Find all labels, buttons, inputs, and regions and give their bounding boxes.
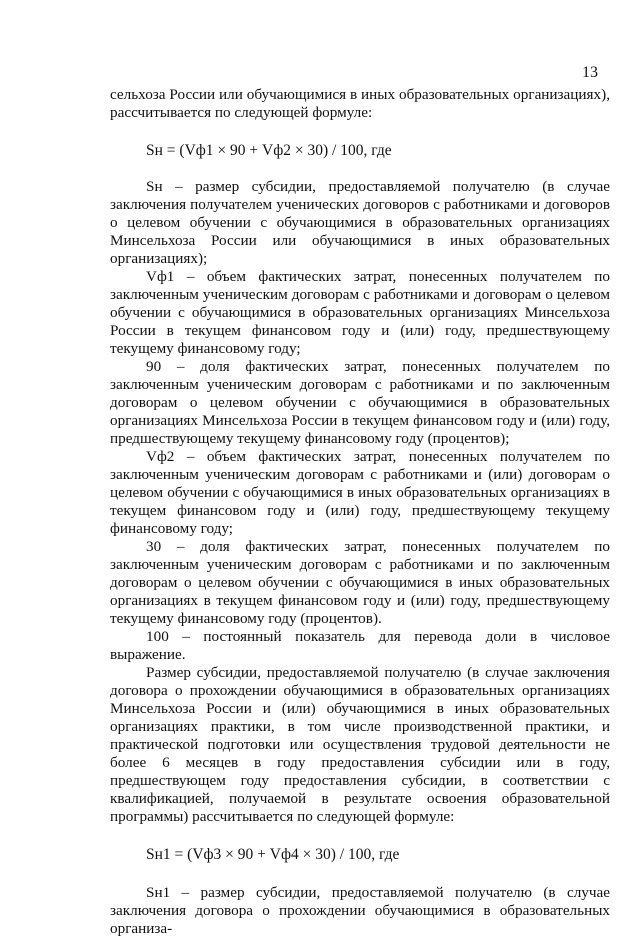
paragraph: Sн – размер субсидии, предоставляемой получателю (в случае заключения получателем ученических договоров с работниками и договоров о целевом обучении с обучающимися в образовательных организациях Минсельхоза России или обучающимися в иных образовательных организациях); [110,178,610,267]
paragraph: 90 – доля фактических затрат, понесенных получателем по заключенным ученическим договорам с работниками и по заключенным договорам о целевом обучении с обучающимися в образовательных организациях Минсельхоза России в текущем финансовом году и (или) году, предшествующему текущему финансовому году (процентов); [110,358,610,447]
paragraph: Vф1 – объем фактических затрат, понесенных получателем по заключенным ученическим договорам с работниками и договорам о целевом обучении с обучающимися в образовательных организациях Минсельхоза России в текущем финансовом году и (или) году, предшествующему текущему финансовому году; [110,268,610,357]
formula: Sн1 = (Vф3 × 90 + Vф4 × 30) / 100, где [146,846,400,863]
paragraph: Vф2 – объем фактических затрат, понесенных получателем по заключенным ученическим договорам с работниками и (или) договорам о целевом обучении с обучающимися в иных образовательных организациях в текущем финансовом году и (или) году, предшествующему текущему финансовому году; [110,448,610,537]
paragraph: Размер субсидии, предоставляемой получателю (в случае заключения договора о прохождении обучающимися в образовательных организациях Минсельхоза России и (или) обучающимися в иных образовательных организациях практики, в том числе производственной практики, и практической подготовки или осуществления трудовой деятельности не более 6 месяцев в году предоставления субсидии или в году, предшествующем году предоставления субсидии, в соответствии с квалификацией, получаемой в результате освоения образовательной программы) рассчитывается по следующей формуле: [110,664,610,825]
formula: Sн = (Vф1 × 90 + Vф2 × 30) / 100, где [146,142,392,159]
document-body [110,86,610,938]
page-number: 13 [582,64,598,81]
paragraph: 30 – доля фактических затрат, понесенных получателем по заключенным ученическим договорам с работниками и по заключенным договорам о целевом обучении с обучающимися в иных образовательных организациях в текущем финансовом году и (или) году, предшествующему текущему финансовому году (процентов). [110,538,610,627]
paragraph: Sн1 – размер субсидии, предоставляемой получателю (в случае заключения договора о прохождении обучающимися в образовательных организа- [110,884,610,937]
paragraph: 100 – постоянный показатель для перевода доли в числовое выражение. [110,628,610,663]
paragraph: сельхоза России или обучающимися в иных образовательных организациях), рассчитывается по следующей формуле: [110,86,610,121]
